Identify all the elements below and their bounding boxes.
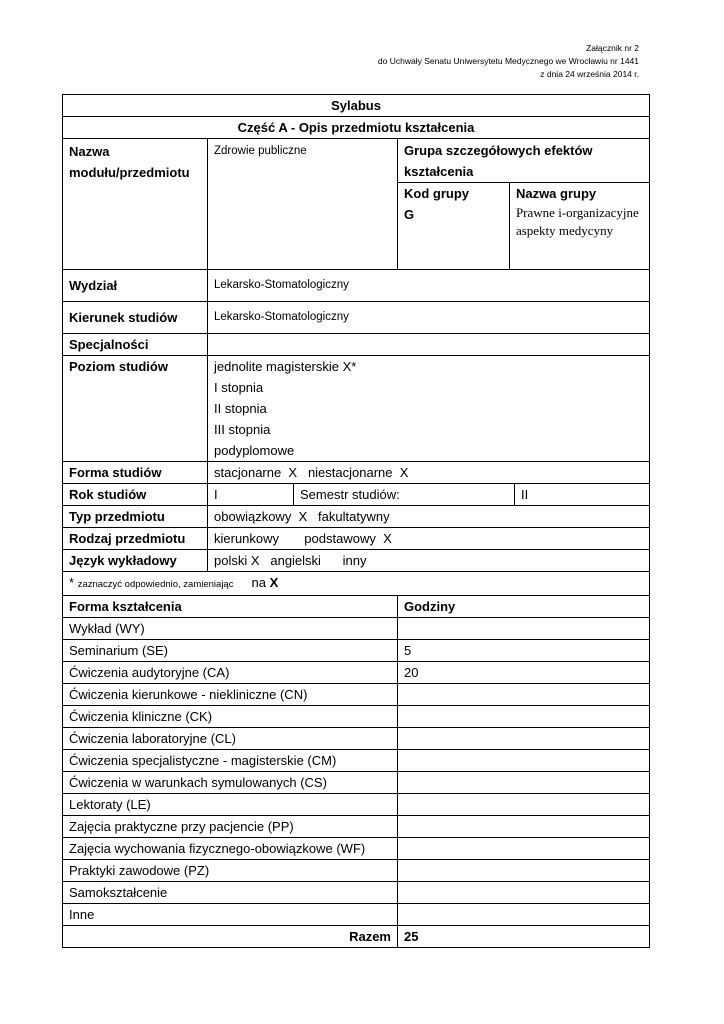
name-label: Nazwa modułu/przedmiotu bbox=[63, 139, 208, 270]
table-row bbox=[63, 661, 650, 683]
group-name-value: Prawne i-organizacyjne aspekty medycyny bbox=[515, 205, 639, 238]
header-annex: Załącznik nr 2 bbox=[586, 43, 639, 53]
form-label: Forma studiów bbox=[63, 461, 208, 483]
language-label: Język wykładowy bbox=[63, 549, 208, 571]
table-row bbox=[63, 749, 650, 771]
form-name: Zajęcia praktyczne przy pacjencie (PP) bbox=[63, 815, 398, 837]
table-row bbox=[63, 727, 650, 749]
table-row bbox=[63, 793, 650, 815]
level-option: podyplomowe bbox=[214, 442, 295, 458]
group-cell bbox=[398, 139, 650, 270]
level-option: II stopnia bbox=[214, 400, 267, 416]
kind-value: kierunkowy podstawowy X bbox=[208, 527, 650, 549]
form-name: Seminarium (SE) bbox=[63, 639, 398, 661]
table-row bbox=[63, 815, 650, 837]
field-value: Lekarsko-Stomatologiczny bbox=[208, 301, 650, 333]
form-name: Inne bbox=[63, 903, 398, 925]
form-name: Ćwiczenia laboratoryjne (CL) bbox=[63, 727, 398, 749]
table-row bbox=[63, 639, 650, 661]
form-hours bbox=[398, 705, 650, 727]
table-row bbox=[63, 705, 650, 727]
form-hours: 5 bbox=[398, 639, 650, 661]
note-text: zaznaczyć odpowiednio, zamieniając bbox=[77, 578, 234, 590]
level-option: III stopnia bbox=[214, 421, 271, 437]
form-hours bbox=[398, 859, 650, 881]
note-end: na bbox=[251, 574, 266, 590]
level-options bbox=[208, 355, 650, 461]
form-hours bbox=[398, 771, 650, 793]
hours-header: Godziny bbox=[398, 595, 650, 617]
form-value: stacjonarne X niestacjonarne X bbox=[208, 461, 650, 483]
level-option: jednolite magisterskie X* bbox=[214, 358, 357, 374]
form-name: Ćwiczenia kliniczne (CK) bbox=[63, 705, 398, 727]
form-name: Ćwiczenia kierunkowe - niekliniczne (CN) bbox=[63, 683, 398, 705]
group-code-label: Kod grupy bbox=[404, 186, 469, 201]
semester-value: II bbox=[515, 483, 650, 505]
faculty-label: Wydział bbox=[63, 269, 208, 301]
table-row bbox=[63, 617, 650, 639]
table-row bbox=[63, 903, 650, 925]
note-x: X bbox=[269, 574, 279, 590]
table-row bbox=[63, 881, 650, 903]
total-label: Razem bbox=[63, 925, 398, 947]
document-header bbox=[378, 42, 639, 81]
table-row bbox=[63, 837, 650, 859]
form-hours bbox=[398, 683, 650, 705]
specialty-value bbox=[208, 333, 650, 355]
syllabus-table bbox=[62, 94, 650, 948]
note-star: * bbox=[69, 574, 75, 590]
group-name-cell bbox=[509, 183, 649, 269]
faculty-value: Lekarsko-Stomatologiczny bbox=[208, 269, 650, 301]
group-title: Grupa szczegółowych efektów kształcenia bbox=[398, 139, 649, 183]
form-hours bbox=[398, 749, 650, 771]
level-option: I stopnia bbox=[214, 379, 264, 395]
form-name: Praktyki zawodowe (PZ) bbox=[63, 859, 398, 881]
part-title: Część A - Opis przedmiotu kształcenia bbox=[63, 117, 650, 139]
group-code-value: G bbox=[404, 207, 415, 222]
form-name: Lektoraty (LE) bbox=[63, 793, 398, 815]
form-name: Ćwiczenia specjalistyczne - magisterskie (CM) bbox=[63, 749, 398, 771]
table-row bbox=[63, 859, 650, 881]
form-hours bbox=[398, 837, 650, 859]
forms-header: Forma kształcenia bbox=[63, 595, 398, 617]
form-hours bbox=[398, 903, 650, 925]
form-hours bbox=[398, 815, 650, 837]
table-row bbox=[63, 683, 650, 705]
form-name: Ćwiczenia w warunkach symulowanych (CS) bbox=[63, 771, 398, 793]
form-name: Wykład (WY) bbox=[63, 617, 398, 639]
group-subtable bbox=[398, 139, 649, 269]
specialty-label: Specjalności bbox=[63, 333, 208, 355]
form-hours: 20 bbox=[398, 661, 650, 683]
table-row bbox=[63, 771, 650, 793]
name-value: Zdrowie publiczne bbox=[208, 139, 398, 270]
language-value: polski X angielski inny bbox=[208, 549, 650, 571]
header-date: z dnia 24 września 2014 r. bbox=[540, 69, 639, 79]
note-row bbox=[63, 571, 650, 595]
syllabus-title: Sylabus bbox=[63, 95, 650, 117]
type-label: Typ przedmiotu bbox=[63, 505, 208, 527]
form-hours bbox=[398, 793, 650, 815]
form-hours bbox=[398, 881, 650, 903]
group-name-label: Nazwa grupy bbox=[515, 186, 597, 201]
year-label: Rok studiów bbox=[63, 483, 208, 505]
type-value: obowiązkowy X fakultatywny bbox=[208, 505, 650, 527]
form-hours bbox=[398, 617, 650, 639]
form-name: Samokształcenie bbox=[63, 881, 398, 903]
form-hours bbox=[398, 727, 650, 749]
form-name: Zajęcia wychowania fizycznego-obowiązkowe (WF) bbox=[63, 837, 398, 859]
field-label: Kierunek studiów bbox=[63, 301, 208, 333]
group-code-cell bbox=[398, 183, 509, 269]
form-name: Ćwiczenia audytoryjne (CA) bbox=[63, 661, 398, 683]
forms-list bbox=[63, 617, 650, 925]
header-resolution: do Uchwały Senatu Uniwersytetu Medycznego we Wrocławiu nr 1441 bbox=[377, 56, 639, 66]
level-label: Poziom studiów bbox=[63, 355, 208, 461]
total-value: 25 bbox=[398, 925, 650, 947]
semester-label: Semestr studiów: bbox=[294, 483, 515, 505]
year-value: I bbox=[208, 483, 294, 505]
kind-label: Rodzaj przedmiotu bbox=[63, 527, 208, 549]
